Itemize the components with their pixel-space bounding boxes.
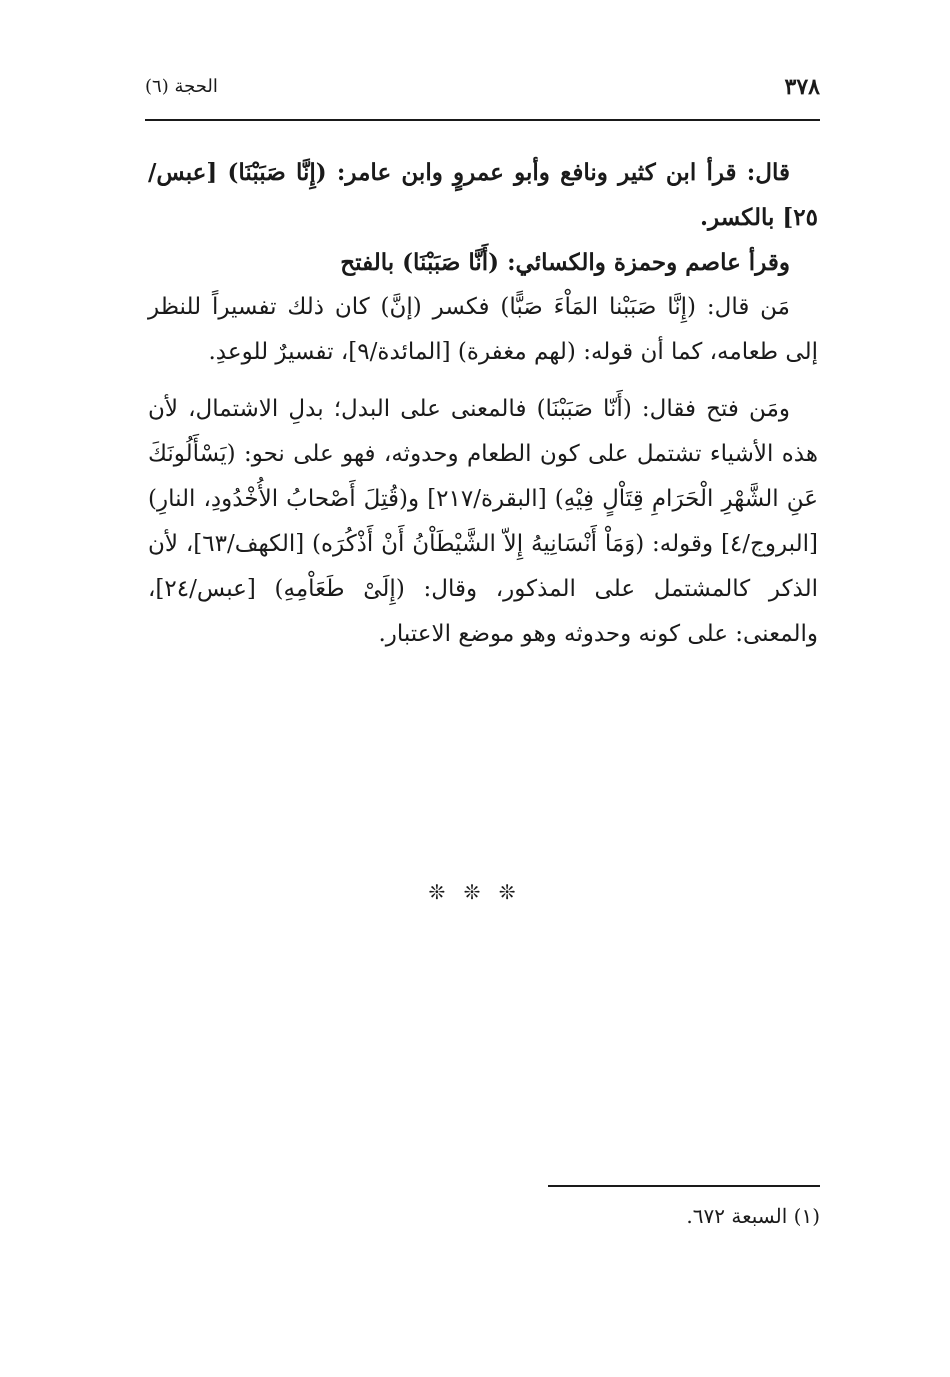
section-separator: ❊ ❊ ❊: [428, 880, 522, 904]
main-text: [148, 150, 818, 657]
footnote: (١) السبعة ٦٧٢.: [686, 1204, 820, 1228]
header-divider: [145, 119, 820, 121]
page-header: [145, 72, 820, 108]
footnote-divider: [548, 1185, 820, 1187]
paragraph-fath-explanation: ومَن فتح فقال: (أَنّا صَبَبْنَا) فالمعنى على البدل؛ بدلِ الاشتمال، لأن هذه الأشياء تشتمل على كون الطعام وحدوثه، فهو على نحو: (يَسْأَلُونَكَ عَنِ الشَّهْرِ الْحَرَامِ قِتَاْلٍ فِيْهِ) [البقرة/٢١٧] و(قُتِلَ أَصْحابُ الأُخْدُودِ، النارِ) [البروج/٤] وقوله: (وَمَاْ أَنْسَانِيهُ إِلاّ الشَّيْطَاْنُ أَنْ أَذْكُرَه) [الكهف/٦٣]، لأن الذكر كالمشتمل على المذكور، وقال: (إِلَىْ طَعَاْمِهِ) [عبس/٢٤]، والمعنى: على كونه وحدوثه وهو موضع الاعتبار.: [148, 396, 818, 647]
running-title: الحجة (٦): [145, 76, 218, 97]
paragraph-kasr-explanation: مَن قال: (إِنَّا صَبَبْنا المَاْءَ صَبًّا) فكسر (إنَّ) كان ذلك تفسيراً للنظر إلى طعامه، كما أن قوله: (لهم مغفرة) [المائدة/٩]، تفسيرٌ للوعدِ.: [148, 294, 818, 365]
paragraph-qira-kasr: قال: قرأ ابن كثير ونافع وأبو عمروٍ وابن عامر: (إِنَّا صَبَبْنَا) [عبس/٢٥] بالكسر.: [148, 159, 818, 231]
page-number: ٣٧٨: [784, 74, 820, 100]
paragraph-qira-fath: وقرأ عاصم وحمزة والكسائي: (أَنَّا صَبَبْنَا) بالفتح: [340, 249, 790, 276]
